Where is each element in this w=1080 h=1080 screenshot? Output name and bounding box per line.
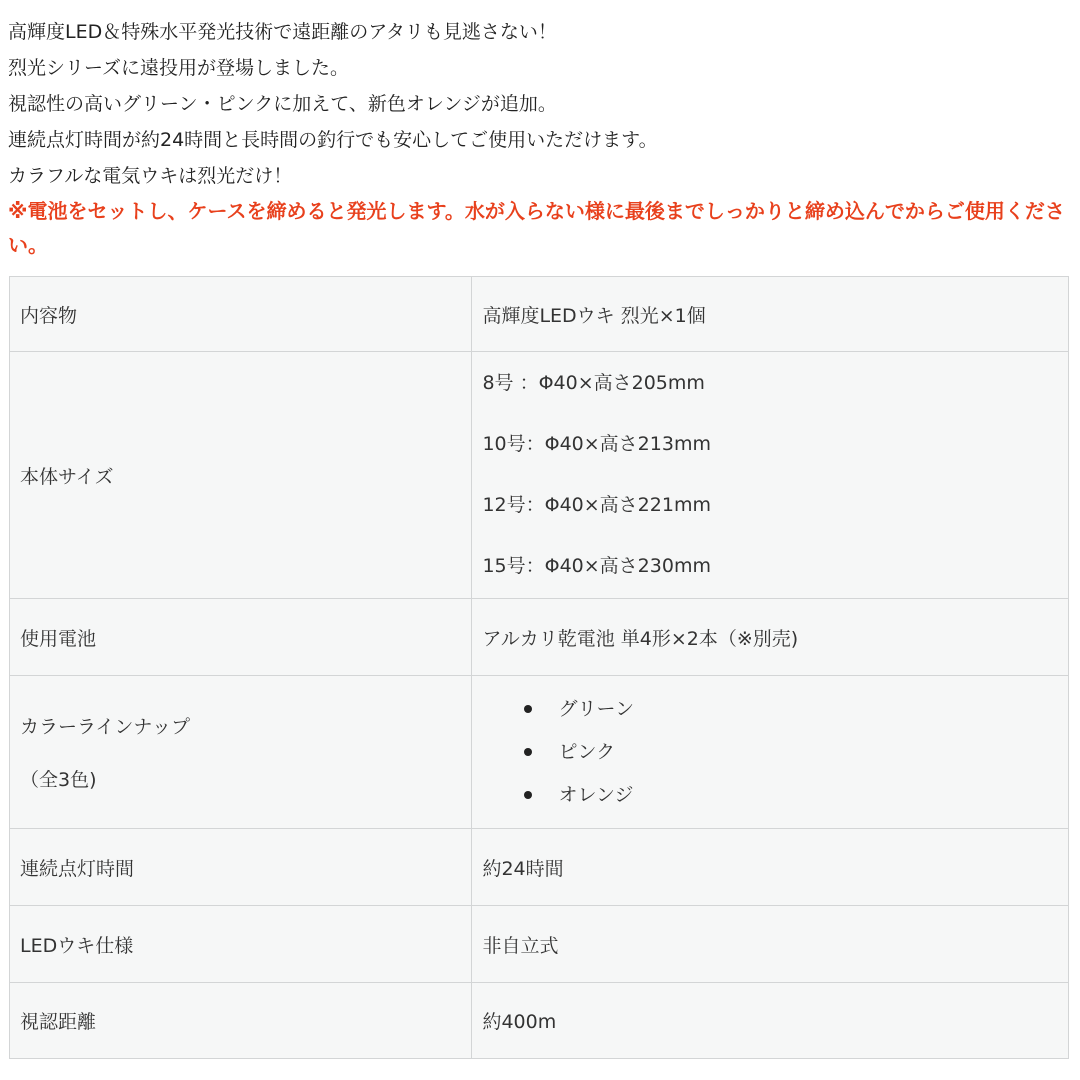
spec-table [9, 276, 1069, 1059]
intro-line-lighting-time: 連続点灯時間が約24時間と長時間の釣行でも安心してご使用いただけます。 [8, 129, 658, 151]
body-size-values [472, 352, 1069, 599]
battery-warning-note: ※電池をセットし、ケースを締めると発光します。水が入らない様に最後までしっかりと締め込んでからご使用ください。 [8, 199, 1065, 257]
color-list [482, 688, 1068, 817]
bullet-icon [524, 791, 532, 799]
table-row-contents [10, 277, 1069, 352]
intro-line-new-series: 烈光シリーズに遠投用が登場しました。 [8, 57, 350, 79]
list-item [516, 688, 1068, 731]
table-row-visibility [10, 983, 1069, 1059]
size-10: 10号：Φ40×高さ213mm [482, 433, 711, 455]
led-spec-label: LEDウキ仕様 [10, 906, 472, 983]
bullet-icon [524, 705, 532, 713]
color-pink: ピンク [558, 740, 616, 763]
color-lineup-label: カラーラインナップ [20, 716, 191, 738]
body-size-label: 本体サイズ [10, 352, 472, 599]
table-row-battery [10, 599, 1069, 676]
table-row-lighting-time [10, 829, 1069, 906]
table-row-color-lineup [10, 676, 1069, 829]
table-row-body-size [10, 352, 1069, 599]
color-lineup-count: （全3色) [20, 769, 97, 791]
bullet-icon [524, 748, 532, 756]
list-item [516, 774, 1068, 817]
lighting-time-label: 連続点灯時間 [10, 829, 472, 906]
list-item [516, 731, 1068, 774]
led-spec-value: 非自立式 [472, 906, 1069, 983]
color-lineup-label-cell [10, 676, 472, 829]
intro-line-new-color: 視認性の高いグリーン・ピンクに加えて、新色オレンジが追加。 [8, 93, 557, 115]
battery-value: アルカリ乾電池 単4形×2本（※別売) [472, 599, 1069, 676]
intro-line-colorful: カラフルな電気ウキは烈光だけ！ [8, 165, 293, 187]
size-15: 15号：Φ40×高さ230mm [482, 555, 711, 577]
contents-value: 高輝度LEDウキ 烈光×1個 [472, 277, 1069, 352]
size-8: 8号 ：Φ40×高さ205mm [482, 372, 705, 394]
size-12: 12号：Φ40×高さ221mm [482, 494, 711, 516]
product-description [8, 14, 1072, 262]
intro-line-headline: 高輝度LED＆特殊水平発光技術で遠距離のアタリも見逃さない！ [8, 21, 557, 43]
visibility-label: 視認距離 [10, 983, 472, 1059]
battery-label: 使用電池 [10, 599, 472, 676]
table-row-led-spec [10, 906, 1069, 983]
color-green: グリーン [558, 697, 635, 720]
lighting-time-value: 約24時間 [472, 829, 1069, 906]
contents-label: 内容物 [10, 277, 472, 352]
color-lineup-values [472, 676, 1069, 829]
visibility-value: 約400m [472, 983, 1069, 1059]
color-orange: オレンジ [558, 783, 634, 806]
